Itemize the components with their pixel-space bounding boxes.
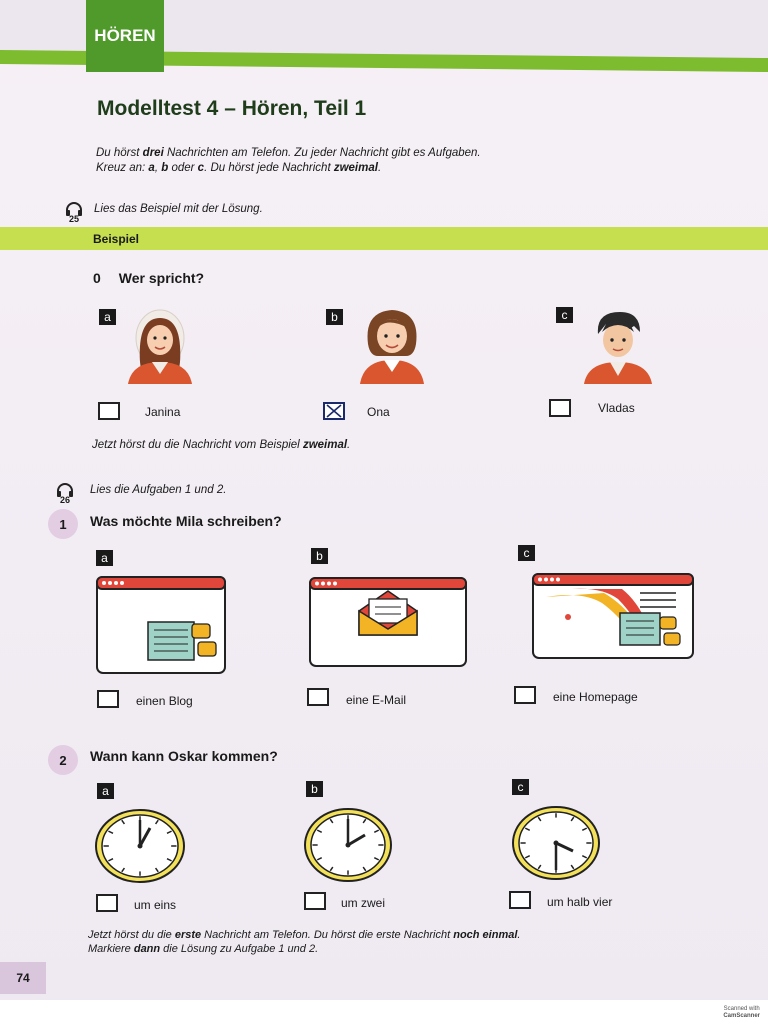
blog-window-icon [96, 576, 226, 674]
checkbox-blog[interactable] [97, 690, 119, 708]
option-label-janina: Janina [145, 405, 181, 419]
question-number: 0 [93, 270, 101, 286]
example-after-text: Jetzt hörst du die Nachricht vom Beispiel zweimal. [92, 439, 351, 451]
option-letter-c: c [556, 307, 573, 323]
beispiel-label: Beispiel [93, 232, 140, 246]
clock-two-icon [303, 807, 393, 883]
track-number: 26 [59, 495, 70, 505]
checkbox-janina[interactable] [98, 402, 120, 420]
option-label-vladas: Vladas [598, 401, 635, 415]
email-window-icon [309, 577, 467, 667]
question-text: Wer spricht? [118, 270, 205, 286]
audio-track-25[interactable] [64, 202, 84, 224]
q2-letter-b: b [306, 781, 323, 797]
q1-letter-c: c [518, 545, 535, 561]
checkbox-email[interactable] [307, 688, 329, 706]
option-label-email: eine E-Mail [346, 693, 407, 707]
boy-vladas-icon [578, 306, 658, 384]
girl-janina-icon [120, 308, 200, 384]
instructions: Du hörst drei Nachrichten am Telefon. Zu jeder Nachricht gibt es Aufgaben. Kreuz an: a, b oder c. Du hörst jede Nachricht zweimal. [96, 147, 481, 174]
question-number-1: 1 [48, 509, 78, 539]
option-label-um-eins: um eins [134, 898, 177, 912]
audio-track-26[interactable] [55, 483, 75, 505]
example-question [93, 270, 204, 286]
track-number: 25 [68, 214, 79, 224]
q2-letter-a: a [97, 783, 114, 799]
track-instruction: Lies das Beispiel mit der Lösung. [94, 203, 263, 215]
cross-mark-icon [325, 404, 343, 418]
beispiel-bar [0, 227, 768, 250]
checkbox-homepage[interactable] [514, 686, 536, 704]
scanner-watermark: Scanned with CamScanner [723, 1006, 760, 1019]
homepage-window-icon [532, 573, 694, 659]
option-label-blog: einen Blog [136, 694, 193, 708]
clock-half-four-icon [511, 805, 601, 881]
option-label-homepage: eine Homepage [553, 690, 638, 704]
question-number-2: 2 [48, 745, 78, 775]
checkbox-um-halb-vier[interactable] [509, 891, 531, 909]
question-text-2: Wann kann Oskar kommen? [90, 748, 278, 764]
section-tab: HÖREN [86, 0, 164, 72]
checkbox-vladas[interactable] [549, 399, 571, 417]
page-number: 74 [0, 962, 46, 994]
checkbox-um-eins[interactable] [96, 894, 118, 912]
q2-letter-c: c [512, 779, 529, 795]
option-letter-b: b [326, 309, 343, 325]
footer-instructions: Jetzt hörst du die erste Nachricht am Telefon. Du hörst die erste Nachricht noch einmal. Markiere dann die Lösung zu Aufgabe 1 und 2. [88, 929, 521, 955]
girl-ona-icon [352, 304, 432, 384]
clock-one-icon [94, 808, 186, 884]
checkbox-ona[interactable] [323, 402, 345, 420]
checkbox-um-zwei[interactable] [304, 892, 326, 910]
option-label-um-zwei: um zwei [341, 896, 386, 910]
option-letter-a: a [99, 309, 116, 325]
q1-letter-a: a [96, 550, 113, 566]
option-label-um-halb-vier: um halb vier [547, 895, 613, 909]
option-label-ona: Ona [367, 405, 390, 419]
page-title: Modelltest 4 – Hören, Teil 1 [97, 97, 367, 120]
track-instruction: Lies die Aufgaben 1 und 2. [90, 484, 227, 496]
question-text-1: Was möchte Mila schreiben? [90, 513, 282, 529]
q1-letter-b: b [311, 548, 328, 564]
